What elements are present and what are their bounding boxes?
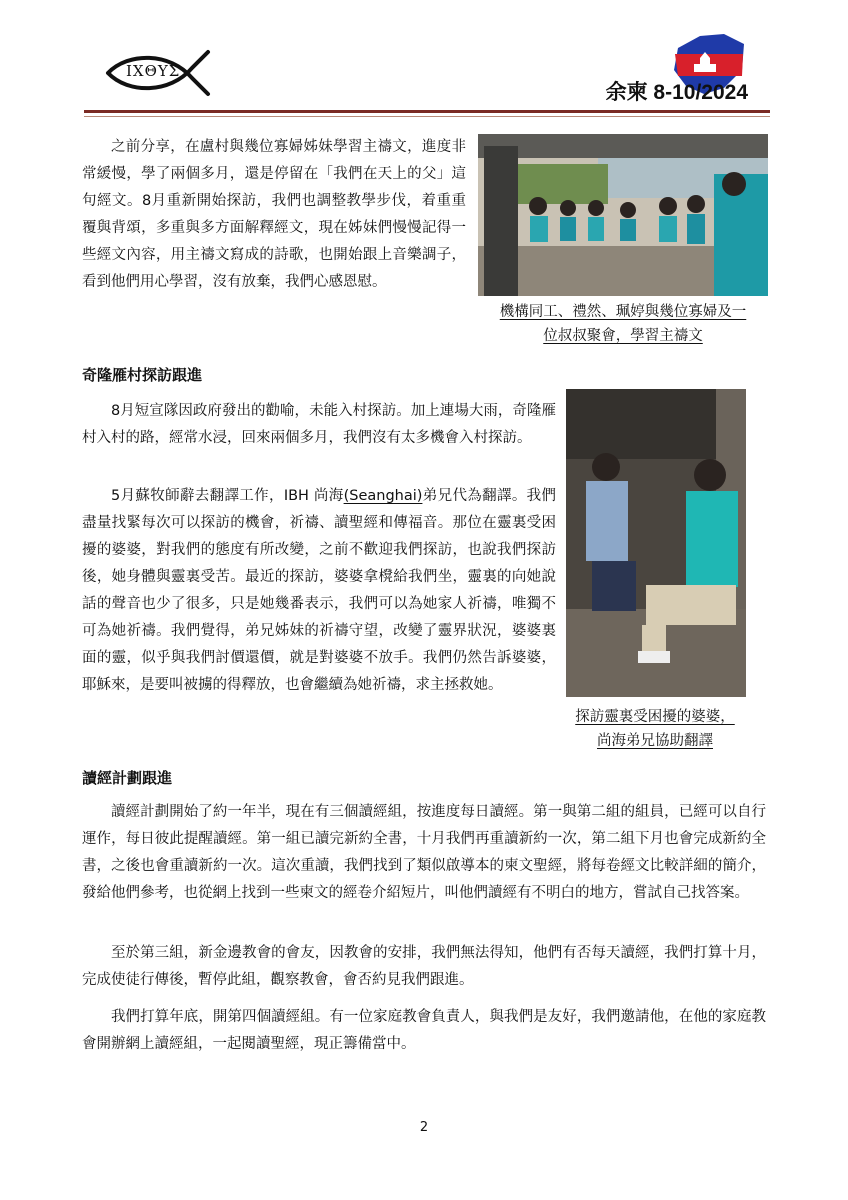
section2-paragraph2 xyxy=(82,483,556,699)
section2-paragraph2-part2: 弟兄代為翻譯。我們盡量找緊每次可以探訪的機會，祈禱、讀聖經和傳福音。那位在靈裏受困擾的婆婆，對我們的態度有所改變，之前不歡迎我們探訪，也說我們探訪後，她身體與靈裏受苦。最近的探訪，婆婆拿櫈給我們坐，靈裏的向她說話的聲音也少了很多，只是她幾番表示，我們可以為她家人祈禱，唯獨不可為她祈禱。我們覺得，弟兄姊妹的祈禱守望，改變了靈界狀況，婆婆裏面的靈，似乎與我們討價還價，就是對婆婆不放手。我們仍然告訴婆婆，耶穌來，是要叫被擄的得釋放，也會繼續為她祈禱，求主拯救她。 xyxy=(82,488,556,693)
section3-paragraph2: 至於第三組，新金邊教會的會友，因教會的安排，我們無法得知，他們有否每天讀經，我們打算十月，完成使徒行傳後，暫停此組，觀察教會，會否約見我們跟進。 xyxy=(82,945,766,988)
photo-lords-prayer-study xyxy=(478,134,768,296)
photo2-caption-line1: 探訪靈裏受困擾的婆婆， xyxy=(575,709,735,725)
photo2-caption xyxy=(560,705,750,753)
section3-heading: 讀經計劃跟進 xyxy=(82,769,173,787)
section3-paragraph3: 我們打算年底，開第四個讀經組。有一位家庭教會負責人，與我們是友好，我們邀請他，在他的家庭教會開辦網上讀經組，一起閱讀聖經，現正籌備當中。 xyxy=(82,1009,766,1052)
photo2-caption-line2: 尚海弟兄協助翻譯 xyxy=(597,733,713,749)
ichthys-fish-logo xyxy=(104,48,212,98)
photo1-caption-line1: 機構同工、禮然、珮婷與幾位寡婦及一 xyxy=(499,304,747,320)
photo-visit-grandmother xyxy=(566,389,746,697)
header-rule xyxy=(84,110,770,113)
photo1-caption xyxy=(478,300,768,348)
section3-paragraph1: 讀經計劃開始了約一年半，現在有三個讀經組，按進度每日讀經。第一與第二組的組員，已經可以自行運作，每日彼此提醒讀經。第一組已讀完新約全書，十月我們再重讀新約一次，第二組下月也會完成新約全書，之後也會重讀新約一次。這次重讀，我們找到了類似啟導本的柬文聖經，將每卷經文比較詳細的簡介，發給他們參考，也從網上找到一些柬文的經卷介紹短片，叫他們讀經有不明白的地方，嘗試自己找答案。 xyxy=(82,804,766,901)
header-rule-thin xyxy=(84,116,770,117)
section2-paragraph2-part1: 5月蘇牧師辭去翻譯工作，IBH 尚海 xyxy=(111,488,344,504)
section2-heading: 奇隆雁村探訪跟進 xyxy=(82,366,203,384)
logo-text: ΙΧΘΥΣ xyxy=(126,62,181,80)
issue-label: 余柬 8-10/2024 xyxy=(605,81,748,104)
section2-paragraph1: 8月短宣隊因政府發出的勸喻，未能入村探訪。加上連場大雨，奇隆雁村入村的路，經常水浸，回來兩個多月，我們沒有太多機會入村探訪。 xyxy=(82,403,556,446)
photo1-caption-line2: 位叔叔聚會，學習主禱文 xyxy=(543,328,703,344)
section1-paragraph: 之前分享，在盧村與幾位寡婦姊妹學習主禱文，進度非常緩慢，學了兩個多月，還是停留在「我們在天上的父」這句經文。8月重新開始探訪，我們也調整教學步伐，着重重覆與背頌，多重與多方面解釋經文，現在姊妹們慢慢記得一些經文內容，用主禱文寫成的詩歌，也開始跟上音樂調子，看到他們用心學習，沒有放棄，我們心感恩慰。 xyxy=(82,139,466,290)
seanghai-name: (Seanghai) xyxy=(343,488,423,504)
page-number: 2 xyxy=(419,1120,429,1135)
